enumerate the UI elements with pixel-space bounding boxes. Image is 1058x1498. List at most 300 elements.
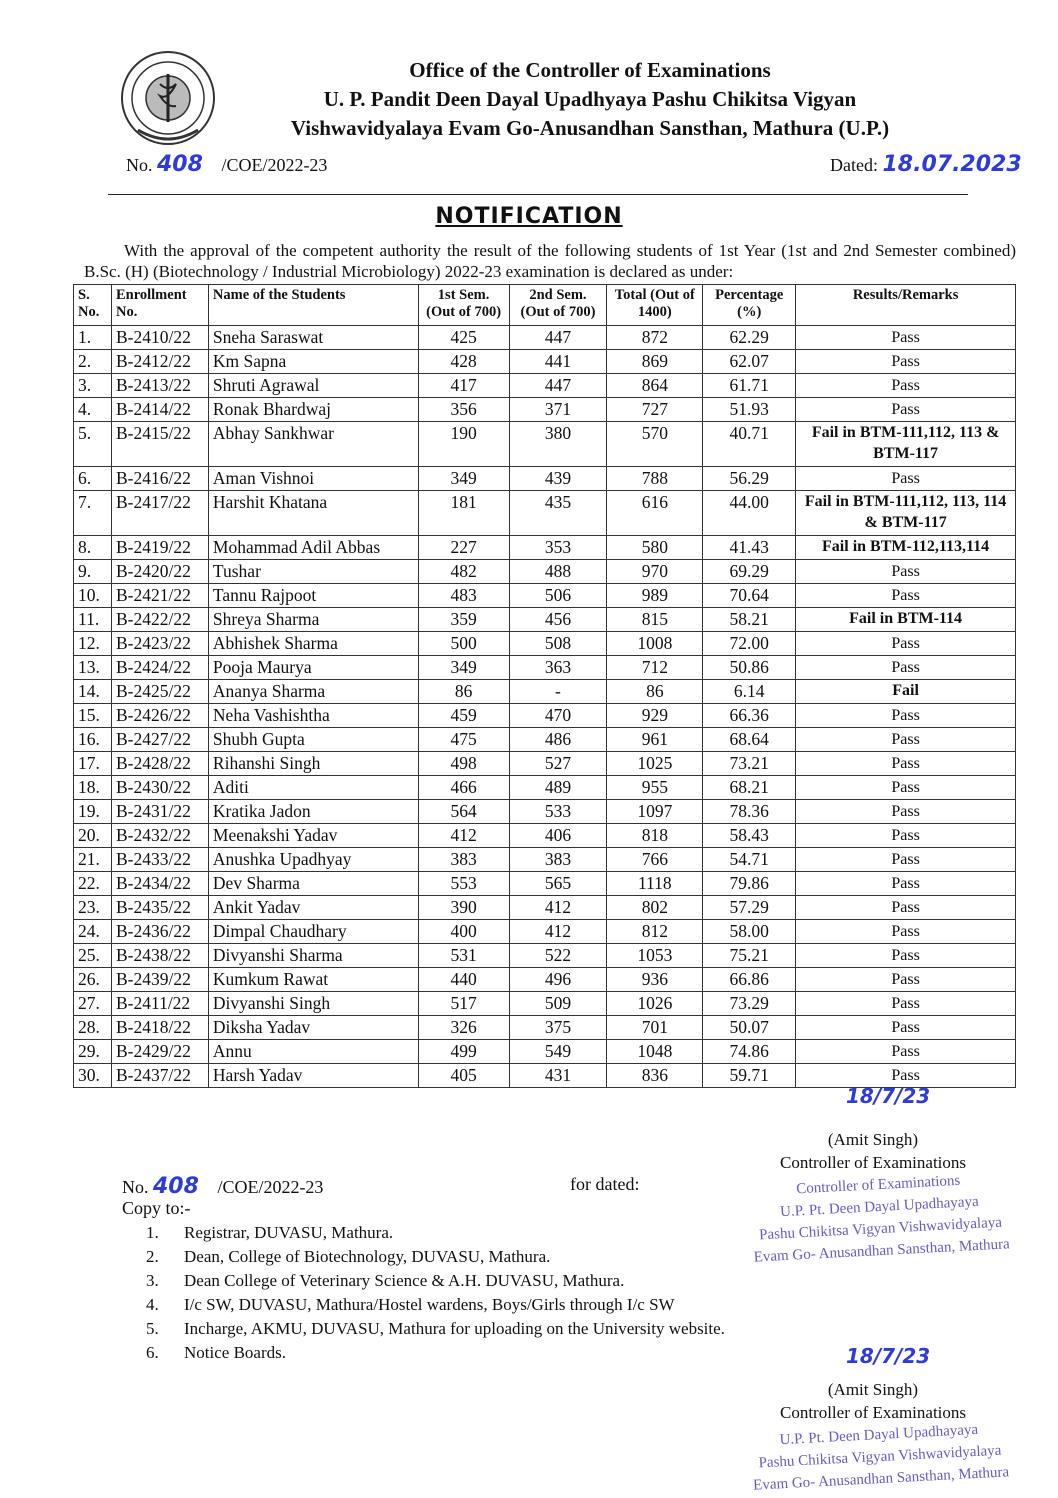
header-sem2: 2nd Sem. (Out of 700)	[509, 285, 607, 326]
cell-sem1: 349	[418, 656, 509, 680]
cell-sem1: 499	[418, 1040, 509, 1064]
cell-total: 701	[607, 1016, 703, 1040]
cell-remarks: Fail	[796, 680, 1016, 704]
stamp-line: Evam Go- Anusandhan Sansthan, Mathura	[752, 1464, 1010, 1494]
cell-sno: 13.	[74, 656, 112, 680]
cell-enroll: B-2421/22	[111, 584, 208, 608]
cell-total: 616	[607, 491, 703, 536]
cell-sem1: 500	[418, 632, 509, 656]
cell-sem2: 533	[509, 800, 607, 824]
cell-sem2: 439	[509, 467, 607, 491]
cell-pct: 58.21	[703, 608, 796, 632]
cell-name: Shreya Sharma	[208, 608, 418, 632]
table-row	[74, 824, 1016, 848]
table-row	[74, 422, 1016, 467]
cell-name: Divyanshi Singh	[208, 992, 418, 1016]
cell-sem1: 428	[418, 350, 509, 374]
cell-name: Km Sapna	[208, 350, 418, 374]
cell-sem1: 86	[418, 680, 509, 704]
cell-sem1: 326	[418, 1016, 509, 1040]
cell-name: Tushar	[208, 560, 418, 584]
cell-remarks: Pass	[796, 1040, 1016, 1064]
cell-remarks: Pass	[796, 656, 1016, 680]
cell-name: Anushka Upadhyay	[208, 848, 418, 872]
cell-total: 936	[607, 968, 703, 992]
cell-sno: 24.	[74, 920, 112, 944]
cell-remarks: Pass	[796, 944, 1016, 968]
cell-name: Annu	[208, 1040, 418, 1064]
cell-enroll: B-2431/22	[111, 800, 208, 824]
cell-total: 970	[607, 560, 703, 584]
signatory-title: Controller of Examinations	[779, 1403, 967, 1422]
table-row	[74, 992, 1016, 1016]
cell-sem2: 509	[509, 992, 607, 1016]
cell-sem1: 227	[418, 536, 509, 560]
cell-sem2: 488	[509, 560, 607, 584]
cell-enroll: B-2422/22	[111, 608, 208, 632]
copy-reference-number: No. 408 /COE/2022-23	[122, 1174, 324, 1199]
list-item: 1. Registrar, DUVASU, Mathura.	[146, 1223, 394, 1242]
cell-sem1: 483	[418, 584, 509, 608]
cell-remarks: Pass	[796, 824, 1016, 848]
cell-sem1: 553	[418, 872, 509, 896]
cell-sem1: 412	[418, 824, 509, 848]
cell-sem1: 440	[418, 968, 509, 992]
cell-sem2: 412	[509, 896, 607, 920]
cell-pct: 73.21	[703, 752, 796, 776]
cell-sno: 4.	[74, 398, 112, 422]
cell-total: 1048	[607, 1040, 703, 1064]
signature-block	[748, 1128, 998, 1174]
header-sno: S. No.	[74, 285, 112, 326]
cell-sem2: -	[509, 680, 607, 704]
cell-sno: 26.	[74, 968, 112, 992]
university-emblem	[118, 48, 218, 148]
cell-pct: 66.86	[703, 968, 796, 992]
cell-remarks: Pass	[796, 398, 1016, 422]
cell-pct: 74.86	[703, 1040, 796, 1064]
cell-total: 1025	[607, 752, 703, 776]
cell-enroll: B-2426/22	[111, 704, 208, 728]
cell-enroll: B-2412/22	[111, 350, 208, 374]
table-row	[74, 920, 1016, 944]
copy-for-dated: for dated:	[570, 1174, 640, 1194]
cell-remarks: Pass	[796, 896, 1016, 920]
table-row	[74, 467, 1016, 491]
table-row	[74, 968, 1016, 992]
cell-enroll: B-2429/22	[111, 1040, 208, 1064]
cell-enroll: B-2439/22	[111, 968, 208, 992]
cell-enroll: B-2411/22	[111, 992, 208, 1016]
list-item: 2. Dean, College of Biotechnology, DUVASU, Mathura.	[146, 1247, 551, 1266]
cell-sno: 9.	[74, 560, 112, 584]
cell-name: Dimpal Chaudhary	[208, 920, 418, 944]
notification-title: NOTIFICATION	[435, 204, 623, 229]
cell-remarks: Pass	[796, 1064, 1016, 1088]
dated-field: Dated: 18.07.2023	[830, 152, 1022, 177]
cell-enroll: B-2437/22	[111, 1064, 208, 1088]
cell-sno: 21.	[74, 848, 112, 872]
header-name: Name of the Students	[208, 285, 418, 326]
cell-total: 929	[607, 704, 703, 728]
cell-name: Mohammad Adil Abbas	[208, 536, 418, 560]
cell-name: Kumkum Rawat	[208, 968, 418, 992]
cell-pct: 75.21	[703, 944, 796, 968]
cell-total: 872	[607, 326, 703, 350]
cell-sno: 3.	[74, 374, 112, 398]
cell-name: Harsh Yadav	[208, 1064, 418, 1088]
cell-enroll: B-2415/22	[111, 422, 208, 467]
cell-total: 1053	[607, 944, 703, 968]
cell-sno: 19.	[74, 800, 112, 824]
divider	[108, 194, 968, 195]
official-stamp	[718, 1166, 1042, 1271]
cell-total: 580	[607, 536, 703, 560]
cell-enroll: B-2419/22	[111, 536, 208, 560]
cell-sno: 17.	[74, 752, 112, 776]
cell-enroll: B-2423/22	[111, 632, 208, 656]
cell-name: Ananya Sharma	[208, 680, 418, 704]
cell-remarks: Pass	[796, 800, 1016, 824]
handwritten-number: 408	[157, 152, 203, 177]
table-row	[74, 632, 1016, 656]
cell-sem1: 400	[418, 920, 509, 944]
cell-enroll: B-2410/22	[111, 326, 208, 350]
cell-pct: 61.71	[703, 374, 796, 398]
cell-total: 766	[607, 848, 703, 872]
cell-total: 989	[607, 584, 703, 608]
cell-sno: 27.	[74, 992, 112, 1016]
cell-remarks: Pass	[796, 704, 1016, 728]
cell-enroll: B-2433/22	[111, 848, 208, 872]
cell-sem2: 447	[509, 326, 607, 350]
table-row	[74, 491, 1016, 536]
cell-enroll: B-2436/22	[111, 920, 208, 944]
cell-sem2: 456	[509, 608, 607, 632]
list-item: 4. I/c SW, DUVASU, Mathura/Hostel wardens, Boys/Girls through I/c SW	[146, 1295, 675, 1314]
cell-total: 836	[607, 1064, 703, 1088]
table-row	[74, 680, 1016, 704]
cell-pct: 41.43	[703, 536, 796, 560]
cell-pct: 68.21	[703, 776, 796, 800]
cell-name: Shubh Gupta	[208, 728, 418, 752]
stamp-line: Pashu Chikitsa Vigyan Vishwavidyalaya	[758, 1442, 1002, 1472]
handwritten-number: 408	[153, 1174, 199, 1199]
cell-sno: 29.	[74, 1040, 112, 1064]
cell-pct: 68.64	[703, 728, 796, 752]
cell-enroll: B-2418/22	[111, 1016, 208, 1040]
cell-sno: 30.	[74, 1064, 112, 1088]
cell-sno: 15.	[74, 704, 112, 728]
cell-total: 812	[607, 920, 703, 944]
cell-pct: 70.64	[703, 584, 796, 608]
cell-sno: 10.	[74, 584, 112, 608]
cell-sno: 2.	[74, 350, 112, 374]
cell-sem1: 405	[418, 1064, 509, 1088]
header-total: Total (Out of 1400)	[607, 285, 703, 326]
cell-enroll: B-2432/22	[111, 824, 208, 848]
cell-pct: 58.00	[703, 920, 796, 944]
cell-sem1: 356	[418, 398, 509, 422]
cell-enroll: B-2417/22	[111, 491, 208, 536]
cell-sem2: 431	[509, 1064, 607, 1088]
cell-sno: 5.	[74, 422, 112, 467]
cell-sem1: 482	[418, 560, 509, 584]
cell-sno: 1.	[74, 326, 112, 350]
results-table	[73, 284, 1016, 1088]
cell-sem1: 349	[418, 467, 509, 491]
cell-remarks: Fail in BTM-112,113,114	[796, 536, 1016, 560]
cell-total: 961	[607, 728, 703, 752]
cell-sem1: 466	[418, 776, 509, 800]
cell-sem2: 489	[509, 776, 607, 800]
letterhead-line-2: U. P. Pandit Deen Dayal Upadhyaya Pashu Chikitsa Vigyan	[323, 87, 857, 111]
cell-name: Aman Vishnoi	[208, 467, 418, 491]
cell-sem2: 383	[509, 848, 607, 872]
table-row	[74, 872, 1016, 896]
cell-remarks: Pass	[796, 467, 1016, 491]
cell-remarks: Pass	[796, 584, 1016, 608]
cell-total: 1008	[607, 632, 703, 656]
cell-sem2: 375	[509, 1016, 607, 1040]
cell-pct: 58.43	[703, 824, 796, 848]
cell-sem2: 508	[509, 632, 607, 656]
cell-sem1: 190	[418, 422, 509, 467]
cell-pct: 79.86	[703, 872, 796, 896]
signatory-title: Controller of Examinations	[779, 1153, 967, 1172]
cell-sem1: 425	[418, 326, 509, 350]
signature-initials: 18/7/23	[846, 1084, 931, 1108]
cell-name: Abhay Sankhwar	[208, 422, 418, 467]
cell-pct: 57.29	[703, 896, 796, 920]
reference-number: No. 408 /COE/2022-23	[126, 152, 328, 177]
cell-enroll: B-2434/22	[111, 872, 208, 896]
table-row	[74, 896, 1016, 920]
cell-pct: 73.29	[703, 992, 796, 1016]
cell-total: 1097	[607, 800, 703, 824]
cell-total: 727	[607, 398, 703, 422]
cell-pct: 62.07	[703, 350, 796, 374]
cell-sno: 12.	[74, 632, 112, 656]
header-enrollment: Enrollment No.	[111, 285, 208, 326]
cell-total: 955	[607, 776, 703, 800]
cell-enroll: B-2430/22	[111, 776, 208, 800]
stamp-line: Pashu Chikitsa Vigyan Vishwavidyalaya	[758, 1214, 1003, 1244]
table-row	[74, 608, 1016, 632]
cell-sem2: 353	[509, 536, 607, 560]
cell-remarks: Pass	[796, 968, 1016, 992]
table-row	[74, 728, 1016, 752]
cell-remarks: Fail in BTM-111,112, 113, 114 & BTM-117	[796, 491, 1016, 536]
list-item: 5. Incharge, AKMU, DUVASU, Mathura for uploading on the University website.	[146, 1319, 725, 1338]
cell-name: Shruti Agrawal	[208, 374, 418, 398]
copy-list	[146, 1221, 725, 1365]
cell-total: 788	[607, 467, 703, 491]
cell-sem1: 181	[418, 491, 509, 536]
cell-name: Pooja Maurya	[208, 656, 418, 680]
cell-sno: 25.	[74, 944, 112, 968]
cell-sem2: 470	[509, 704, 607, 728]
table-row	[74, 374, 1016, 398]
cell-sno: 20.	[74, 824, 112, 848]
cell-sno: 22.	[74, 872, 112, 896]
cell-pct: 59.71	[703, 1064, 796, 1088]
notification-intro: With the approval of the competent authority the result of the following students of 1st Year (1st and 2nd Semester combined) B.Sc. (H) (Biotechnology / Industrial Microbiology) 2022-23 examination is declared as under:	[84, 241, 1016, 281]
cell-sem1: 390	[418, 896, 509, 920]
cell-sno: 11.	[74, 608, 112, 632]
table-row	[74, 848, 1016, 872]
stamp-line: Controller of Examinations	[795, 1172, 961, 1198]
cell-total: 1026	[607, 992, 703, 1016]
cell-sem2: 380	[509, 422, 607, 467]
list-item: 6. Notice Boards.	[146, 1343, 286, 1362]
letterhead-line-1: Office of the Controller of Examinations	[409, 58, 771, 82]
cell-sem1: 383	[418, 848, 509, 872]
table-row	[74, 656, 1016, 680]
signature-block	[748, 1378, 998, 1424]
handwritten-date: 18.07.2023	[882, 152, 1022, 177]
cell-total: 864	[607, 374, 703, 398]
cell-sem2: 506	[509, 584, 607, 608]
table-row	[74, 1040, 1016, 1064]
signatory-name: (Amit Singh)	[827, 1130, 919, 1149]
cell-pct: 78.36	[703, 800, 796, 824]
table-row	[74, 350, 1016, 374]
cell-sem2: 486	[509, 728, 607, 752]
cell-sem2: 435	[509, 491, 607, 536]
cell-sem1: 475	[418, 728, 509, 752]
cell-sno: 8.	[74, 536, 112, 560]
cell-total: 818	[607, 824, 703, 848]
cell-pct: 50.07	[703, 1016, 796, 1040]
cell-sno: 28.	[74, 1016, 112, 1040]
cell-pct: 72.00	[703, 632, 796, 656]
cell-name: Neha Vashishtha	[208, 704, 418, 728]
cell-name: Dev Sharma	[208, 872, 418, 896]
cell-sem2: 406	[509, 824, 607, 848]
cell-sem2: 527	[509, 752, 607, 776]
table-row	[74, 398, 1016, 422]
cell-pct: 6.14	[703, 680, 796, 704]
cell-pct: 54.71	[703, 848, 796, 872]
table-row	[74, 326, 1016, 350]
cell-enroll: B-2416/22	[111, 467, 208, 491]
cell-pct: 69.29	[703, 560, 796, 584]
cell-sno: 23.	[74, 896, 112, 920]
cell-sem2: 549	[509, 1040, 607, 1064]
cell-remarks: Pass	[796, 374, 1016, 398]
cell-enroll: B-2420/22	[111, 560, 208, 584]
cell-remarks: Pass	[796, 776, 1016, 800]
cell-name: Diksha Yadav	[208, 1016, 418, 1040]
signatory-name: (Amit Singh)	[827, 1380, 919, 1399]
table-header-row	[74, 285, 1016, 326]
header-remarks: Results/Remarks	[796, 285, 1016, 326]
cell-name: Abhishek Sharma	[208, 632, 418, 656]
cell-sem2: 447	[509, 374, 607, 398]
cell-remarks: Pass	[796, 848, 1016, 872]
cell-sem1: 417	[418, 374, 509, 398]
cell-sem1: 498	[418, 752, 509, 776]
cell-name: Meenakshi Yadav	[208, 824, 418, 848]
cell-sem1: 531	[418, 944, 509, 968]
cell-sno: 6.	[74, 467, 112, 491]
cell-enroll: B-2424/22	[111, 656, 208, 680]
cell-sem2: 522	[509, 944, 607, 968]
cell-sno: 7.	[74, 491, 112, 536]
cell-pct: 62.29	[703, 326, 796, 350]
cell-sem1: 359	[418, 608, 509, 632]
letterhead-line-3: Vishwavidyalaya Evam Go-Anusandhan Sansthan, Mathura (U.P.)	[290, 116, 890, 140]
cell-remarks: Pass	[796, 560, 1016, 584]
stamp-line: Evam Go- Anusandhan Sansthan, Mathura	[753, 1236, 1011, 1266]
cell-pct: 44.00	[703, 491, 796, 536]
copy-to-label: Copy to:-	[122, 1198, 191, 1218]
cell-remarks: Pass	[796, 632, 1016, 656]
table-row	[74, 704, 1016, 728]
cell-remarks: Pass	[796, 752, 1016, 776]
cell-pct: 66.36	[703, 704, 796, 728]
cell-name: Sneha Saraswat	[208, 326, 418, 350]
cell-total: 712	[607, 656, 703, 680]
cell-remarks: Pass	[796, 350, 1016, 374]
cell-name: Tannu Rajpoot	[208, 584, 418, 608]
cell-name: Aditi	[208, 776, 418, 800]
letterhead	[230, 56, 950, 143]
cell-sem2: 371	[509, 398, 607, 422]
official-stamp	[718, 1416, 1041, 1498]
cell-total: 869	[607, 350, 703, 374]
cell-enroll: B-2427/22	[111, 728, 208, 752]
cell-pct: 56.29	[703, 467, 796, 491]
cell-total: 1118	[607, 872, 703, 896]
cell-name: Kratika Jadon	[208, 800, 418, 824]
table-row	[74, 536, 1016, 560]
table-row	[74, 1016, 1016, 1040]
cell-remarks: Pass	[796, 872, 1016, 896]
cell-remarks: Pass	[796, 992, 1016, 1016]
stamp-line: U.P. Pt. Deen Dayal Upadhayaya	[779, 1421, 979, 1449]
table-row	[74, 752, 1016, 776]
cell-enroll: B-2414/22	[111, 398, 208, 422]
cell-total: 802	[607, 896, 703, 920]
cell-enroll: B-2413/22	[111, 374, 208, 398]
cell-sem2: 565	[509, 872, 607, 896]
cell-name: Ronak Bhardwaj	[208, 398, 418, 422]
cell-sem2: 363	[509, 656, 607, 680]
cell-enroll: B-2425/22	[111, 680, 208, 704]
cell-total: 570	[607, 422, 703, 467]
cell-name: Ankit Yadav	[208, 896, 418, 920]
table-row	[74, 776, 1016, 800]
table-row	[74, 800, 1016, 824]
stamp-line: U.P. Pt. Deen Dayal Upadhayaya	[779, 1193, 980, 1221]
cell-remarks: Fail in BTM-114	[796, 608, 1016, 632]
cell-sem1: 564	[418, 800, 509, 824]
cell-sem1: 517	[418, 992, 509, 1016]
cell-sno: 18.	[74, 776, 112, 800]
table-row	[74, 560, 1016, 584]
cell-sno: 16.	[74, 728, 112, 752]
cell-enroll: B-2438/22	[111, 944, 208, 968]
cell-name: Divyanshi Sharma	[208, 944, 418, 968]
cell-sem2: 496	[509, 968, 607, 992]
header-sem1: 1st Sem. (Out of 700)	[418, 285, 509, 326]
table-row	[74, 584, 1016, 608]
cell-remarks: Pass	[796, 326, 1016, 350]
cell-sem2: 441	[509, 350, 607, 374]
cell-sem2: 412	[509, 920, 607, 944]
